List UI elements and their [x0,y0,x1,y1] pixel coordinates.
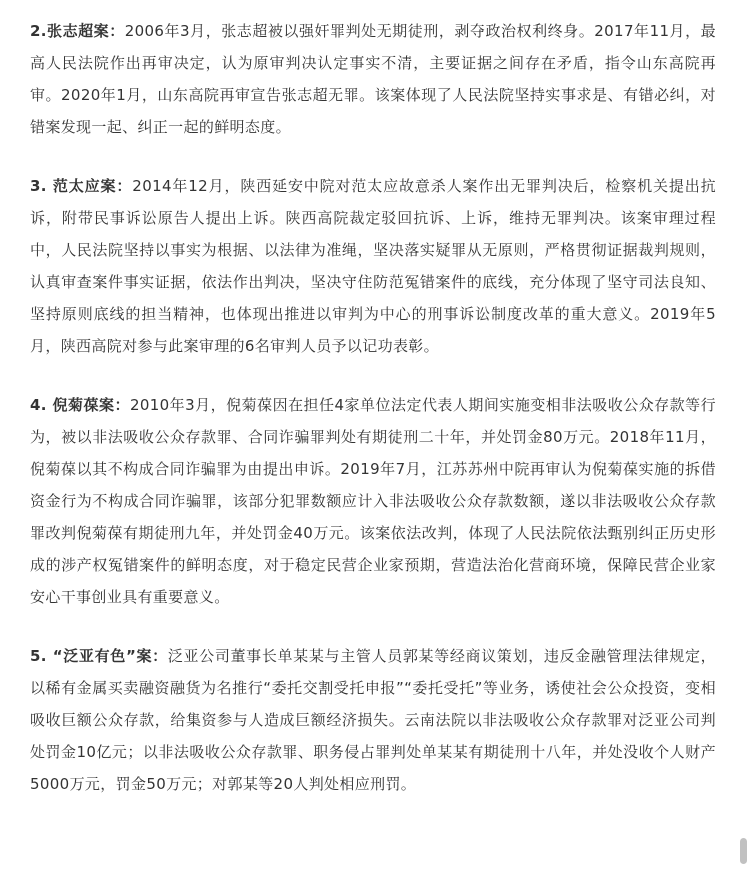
case-text: 泛亚公司董事长单某某与主管人员郭某等经商议策划，违反金融管理法律规定，以稀有金属买卖融资融货为名推行“委托交割受托申报”“委托受托”等业务，诱使社会公众投资，变相吸收巨额公众存款，给集资参与人造成巨额经济损失。云南法院以非法吸收公众存款罪对泛亚公司判处罚金10亿元；以非法吸收公众存款罪、职务侵占罪判处单某某有期徒刑十八年，并处没收个人财产5000万元，罚金50万元；对郭某等20人判处相应刑罚。 [30,647,716,793]
case-title: 3. 范太应案： [30,177,133,195]
case-title: 2.张志超案： [30,22,125,40]
case-text: 2014年12月，陕西延安中院对范太应故意杀人案作出无罪判决后，检察机关提出抗诉，附带民事诉讼原告人提出上诉。陕西高院裁定驳回抗诉、上诉，维持无罪判决。该案审理过程中，人民法院坚持以事实为根据、以法律为准绳，坚决落实疑罪从无原则，严格贯彻证据裁判规则，认真审查案件事实证据，依法作出判决，坚决守住防范冤错案件的底线，充分体现了坚守司法良知、坚持原则底线的担当精神，也体现出推进以审判为中心的刑事诉讼制度改革的重大意义。2019年5月，陕西高院对参与此案审理的6名审判人员予以记功表彰。 [30,177,716,355]
article-body [30,15,716,800]
case-paragraph-fanya-youse [30,640,716,800]
vertical-scrollbar[interactable] [738,0,750,886]
case-text: 2010年3月，倪菊葆因在担任4家单位法定代表人期间实施变相非法吸收公众存款等行为，被以非法吸收公众存款罪、合同诈骗罪判处有期徒刑二十年，并处罚金80万元。2018年11月，倪菊葆以其不构成合同诈骗罪为由提出申诉。2019年7月，江苏苏州中院再审认为倪菊葆实施的拆借资金行为不构成合同诈骗罪，该部分犯罪数额应计入非法吸收公众存款数额，遂以非法吸收公众存款罪改判倪菊葆有期徒刑九年，并处罚金40万元。该案依法改判，体现了人民法院依法甄别纠正历史形成的涉产权冤错案件的鲜明态度，对于稳定民营企业家预期，营造法治化营商环境，保障民营企业家安心干事创业具有重要意义。 [30,396,716,606]
case-title: 5. “泛亚有色”案： [30,647,168,665]
scrollbar-thumb[interactable] [740,838,747,864]
case-paragraph-ni-jubao [30,389,716,613]
case-paragraph-fan-taiying [30,170,716,362]
case-paragraph-zhang-zhichao [30,15,716,143]
case-title: 4. 倪菊葆案： [30,396,130,414]
case-text: 2006年3月，张志超被以强奸罪判处无期徒刑，剥夺政治权利终身。2017年11月，最高人民法院作出再审决定，认为原审判决认定事实不清，主要证据之间存在矛盾，指令山东高院再审。2020年1月，山东高院再审宣告张志超无罪。该案体现了人民法院坚持实事求是、有错必纠，对错案发现一起、纠正一起的鲜明态度。 [30,22,716,136]
